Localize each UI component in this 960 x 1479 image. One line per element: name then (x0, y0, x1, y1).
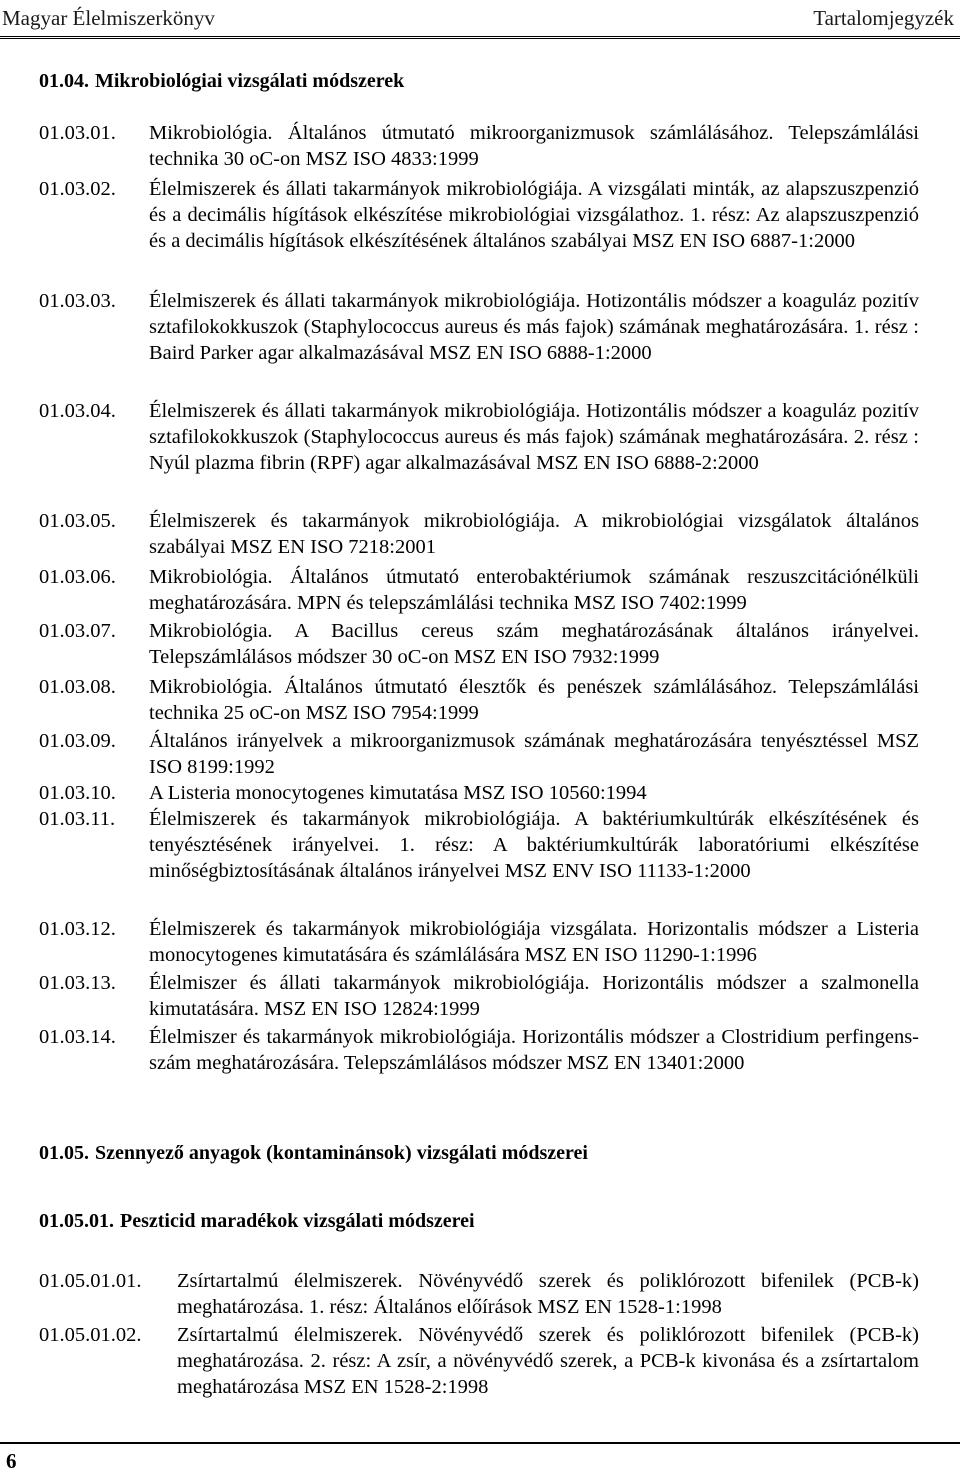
section-heading (39, 1208, 475, 1234)
toc-entry (39, 728, 919, 780)
entry-text: Mikrobiológia. Általános útmutató mikroorganizmusok számlálásához. Telepszámlálási technika 30 oC-on MSZ ISO 4833:1999 (149, 122, 919, 171)
entry-code: 01.03.09. (39, 730, 116, 752)
entry-code: 01.03.03. (39, 290, 116, 312)
entry-text: Élelmiszer és takarmányok mikrobiológiája. Horizontális módszer a Clostridium perfingens-szám meghatározására. Telepszámlálásos módszer MSZ EN 13401:2000 (149, 1026, 919, 1075)
section-code: 01.04. (39, 70, 89, 92)
toc-entry (39, 564, 919, 616)
entry-text: Élelmiszerek és állati takarmányok mikrobiológiája. A vizsgálati minták, az alapszuszpenzió és a decimális hígítások elkészítése mikrobiológiai vizsgálathoz. 1. rész: Az alapszuszpenzió és a decimális hígítások elkészítésének általános szabályai MSZ EN ISO 6887-1:2000 (149, 178, 919, 253)
entry-code: 01.03.01. (39, 122, 116, 144)
section-code: 01.05.01. (39, 1210, 114, 1232)
entry-code: 01.03.13. (39, 972, 116, 994)
section-title: Mikrobiológiai vizsgálati módszerek (95, 70, 405, 92)
entry-code: 01.03.10. (39, 782, 116, 804)
toc-entry (39, 508, 919, 560)
entry-code: 01.05.01.01. (39, 1270, 142, 1292)
entry-code: 01.03.06. (39, 566, 116, 588)
toc-entry (39, 1024, 919, 1076)
section-heading (39, 1140, 588, 1166)
entry-text: Mikrobiológia. A Bacillus cereus szám meghatározásának általános irányelvei. Telepszámlálásos módszer 30 oC-on MSZ EN ISO 7932:1999 (149, 620, 919, 669)
entry-code: 01.03.12. (39, 918, 116, 940)
entry-text: Élelmiszerek és takarmányok mikrobiológiája. A baktériumkultúrák elkészítésének és tenyésztésének irányelvei. 1. rész: A baktériumkultúrák laboratóriumi elkészítése minőségbiztosításának általános irányelvei MSZ ENV ISO 11133-1:2000 (149, 808, 919, 883)
toc-entry (39, 288, 919, 366)
entry-code: 01.03.14. (39, 1026, 116, 1048)
page-number: 6 (6, 1449, 17, 1473)
entry-code: 01.03.07. (39, 620, 116, 642)
entry-text: Mikrobiológia. Általános útmutató élesztők és penészek számlálásához. Telepszámlálási technika 25 oC-on MSZ ISO 7954:1999 (149, 676, 919, 725)
entry-code: 01.03.08. (39, 676, 116, 698)
entry-text: Mikrobiológia. Általános útmutató enterobaktériumok számának reszuszcitációnélküli meghatározására. MPN és telepszámlálási technika MSZ ISO 7402:1999 (149, 566, 919, 615)
entry-code: 01.03.02. (39, 178, 116, 200)
entry-code: 01.03.05. (39, 510, 116, 532)
running-header-title: Magyar Élelmiszerkönyv (2, 6, 215, 30)
entry-code: 01.03.11. (39, 808, 116, 830)
entry-code: 01.05.01.02. (39, 1324, 142, 1346)
toc-entry (39, 398, 919, 476)
entry-text: Élelmiszer és állati takarmányok mikrobiológiája. Horizontális módszer a szalmonella kimutatására. MSZ EN ISO 12824:1999 (149, 972, 919, 1021)
entry-text: Élelmiszerek és takarmányok mikrobiológiája. A mikrobiológiai vizsgálatok általános szabályai MSZ EN ISO 7218:2001 (149, 510, 919, 559)
entry-text: Zsírtartalmú élelmiszerek. Növényvédő szerek és poliklórozott bifenilek (PCB-k) meghatározása. 2. rész: A zsír, a növényvédő szerek, a PCB-k kivonása és a zsírtartalom meghatározása MSZ EN 1528-2:1998 (177, 1324, 919, 1399)
entry-text: Élelmiszerek és állati takarmányok mikrobiológiája. Hotizontális módszer a koaguláz pozitív sztafilokokkuszok (Staphylococcus aureus és más fajok) számának meghatározására. 2. rész : Nyúl plazma fibrin (RPF) agar alkalmazásával MSZ EN ISO 6888-2:2000 (149, 400, 919, 475)
running-header-section: Tartalomjegyzék (813, 6, 954, 30)
toc-entry (39, 780, 919, 806)
entry-text: Általános irányelvek a mikroorganizmusok számának meghatározására tenyésztéssel MSZ ISO 8199:1992 (149, 730, 919, 779)
toc-entry (39, 618, 919, 670)
toc-entry (39, 674, 919, 726)
entry-code: 01.03.04. (39, 400, 116, 422)
entry-text: Élelmiszerek és takarmányok mikrobiológiája vizsgálata. Horizontalis módszer a Listeria monocytogenes kimutatására és számlálására MSZ EN ISO 11290-1:1996 (149, 918, 919, 967)
section-heading (39, 68, 404, 94)
entry-text: Zsírtartalmú élelmiszerek. Növényvédő szerek és poliklórozott bifenilek (PCB-k) meghatározása. 1. rész: Általános előírások MSZ EN 1528-1:1998 (177, 1270, 919, 1319)
entry-text: Élelmiszerek és állati takarmányok mikrobiológiája. Hotizontális módszer a koaguláz pozitív sztafilokokkuszok (Staphylococcus aureus és más fajok) számának meghatározására. 1. rész : Baird Parker agar alkalmazásával MSZ EN ISO 6888-1:2000 (149, 290, 919, 365)
toc-entry (39, 916, 919, 968)
toc-entry (39, 1322, 919, 1400)
toc-entry (39, 120, 919, 172)
entry-text: A Listeria monocytogenes kimutatása MSZ ISO 10560:1994 (149, 782, 647, 804)
section-title: Peszticid maradékok vizsgálati módszerei (120, 1210, 475, 1232)
toc-entry (39, 176, 919, 254)
section-title: Szennyező anyagok (kontaminánsok) vizsgálati módszerei (95, 1142, 588, 1164)
section-code: 01.05. (39, 1142, 89, 1164)
toc-entry (39, 1268, 919, 1320)
toc-entry (39, 806, 919, 884)
header-rule (0, 36, 960, 39)
toc-entry (39, 970, 919, 1022)
footer-rule (0, 1442, 960, 1444)
